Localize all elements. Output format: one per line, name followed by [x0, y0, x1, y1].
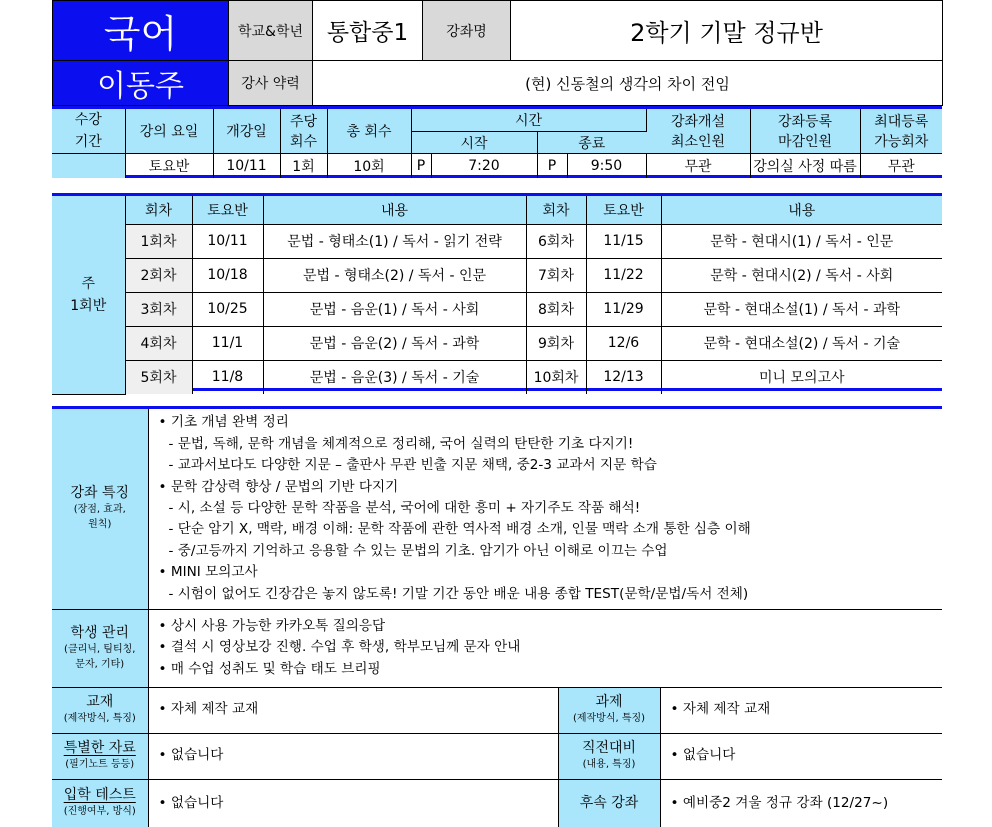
list-item: • 기초 개념 완벽 정리: [158, 414, 289, 431]
content-cell: 문법 - 음운(3) / 독서 - 기술: [263, 360, 526, 394]
content-header-2: 내용: [661, 196, 942, 224]
list-item: - 시, 소설 등 다양한 문학 작품을 분석, 국어에 대한 흥미 + 자기주도 작품 해석!: [168, 500, 641, 517]
entrance-value: • 없습니다: [148, 779, 558, 827]
time-start-header: 시작: [411, 132, 537, 154]
list-item: • 결석 시 영상보강 진행. 수업 후 학생, 학부모님께 문자 안내: [158, 639, 521, 656]
course-label: 강좌명: [423, 1, 511, 61]
total-value: 10회: [327, 154, 411, 178]
date-cell: 11/8: [192, 360, 263, 394]
day-value: 토요반: [125, 154, 213, 178]
list-item: - 단순 암기 X, 맥락, 배경 이해: 문학 작품에 관한 역사적 배경 소개, 인물 맥락 소개 통한 심층 이해: [168, 521, 751, 538]
min-header: 강좌개설 최소인원: [646, 109, 750, 154]
date-cell: 10/25: [192, 292, 263, 326]
session-header-2: 회차: [526, 196, 586, 224]
list-item: • 매 수업 성취도 및 학습 태도 브리핑: [158, 660, 381, 677]
start-date-value: 10/11: [213, 154, 280, 178]
table-row: [52, 258, 942, 292]
day-header: 강의 요일: [125, 109, 213, 154]
content-cell: 문학 - 현대시(2) / 독서 - 사회: [661, 258, 942, 292]
date-cell: 10/11: [192, 224, 263, 258]
content-cell: 문법 - 형태소(2) / 독서 - 인문: [263, 258, 526, 292]
table-row: [52, 326, 942, 360]
followup-label: 후속 강좌: [558, 779, 660, 827]
end-ampm: P: [537, 154, 567, 178]
content-cell: 문법 - 형태소(1) / 독서 - 읽기 전략: [263, 224, 526, 258]
features-label: 강좌 특징 (장점, 효과, 원칙): [52, 409, 148, 609]
session-cell: 4회차: [125, 326, 192, 360]
session-cell: 10회차: [526, 360, 586, 394]
subject-name: 국어: [53, 1, 229, 61]
content-cell: 문법 - 음운(2) / 독서 - 과학: [263, 326, 526, 360]
session-header: 회차: [125, 196, 192, 224]
session-cell: 5회차: [125, 360, 192, 394]
school-value: 통합중1: [313, 1, 423, 61]
period-table: [52, 106, 942, 178]
date-cell: 11/29: [586, 292, 661, 326]
list-item: - 중/고등까지 기억하고 응용할 수 있는 문법의 기초. 암기가 아닌 이해로 이끄는 수업: [168, 542, 668, 559]
schedule-label: 주 1회반: [52, 196, 125, 394]
career-label: 강사 약력: [229, 61, 313, 106]
date-cell: 11/22: [586, 258, 661, 292]
list-item: - 시험이 없어도 긴장감은 놓지 않도록! 기말 기간 동안 배운 내용 종합 TEST(문학/문법/독서 전체): [168, 585, 749, 602]
management-label: 학생 관리 (클리닉, 팀티칭, 문자, 기타): [52, 609, 148, 687]
content-cell: 문법 - 음운(1) / 독서 - 사회: [263, 292, 526, 326]
session-cell: 7회차: [526, 258, 586, 292]
schedule-table: [52, 193, 942, 391]
session-cell: 3회차: [125, 292, 192, 326]
followup-value: • 예비중2 겨울 정규 강좌 (12/27~): [670, 794, 889, 811]
career-value: (현) 신동철의 생각의 차이 전임: [313, 61, 943, 106]
class-header: 토요반: [192, 196, 263, 224]
content-cell: 미니 모의고사: [758, 370, 845, 387]
min-value: 무관: [646, 154, 750, 178]
session-cell: 1회차: [125, 224, 192, 258]
time-header: 시간: [411, 109, 646, 132]
header-table: [52, 0, 942, 104]
exam-prep-label: 직전대비 (내용, 특징): [558, 733, 660, 779]
date-cell: 11/15: [586, 224, 661, 258]
list-item: • MINI 모의고사: [158, 564, 258, 581]
start-date-header: 개강일: [213, 109, 280, 154]
management-content: [148, 609, 942, 687]
date-cell: 12/13: [586, 360, 661, 394]
session-cell: 8회차: [526, 292, 586, 326]
table-row: [52, 224, 942, 258]
max-value: 무관: [887, 158, 915, 175]
time-end-header: 종료: [537, 132, 646, 154]
content-cell: 문학 - 현대소설(1) / 독서 - 과학: [661, 292, 942, 326]
date-cell: 10/18: [192, 258, 263, 292]
school-label: 학교&학년: [229, 1, 313, 61]
deadline-value: 강의실 사정 따름: [750, 154, 860, 178]
session-cell: 9회차: [526, 326, 586, 360]
table-row: [52, 360, 942, 394]
homework-label: 과제 (제작방식, 특징): [558, 687, 660, 733]
end-time: 9:50: [567, 154, 646, 178]
deadline-header: 강좌등록 마감인원: [750, 109, 860, 154]
textbook-label: 교재 (제작방식, 특징): [52, 687, 148, 733]
course-title: 2학기 기말 정규반: [511, 1, 943, 61]
content-cell: 문학 - 현대소설(2) / 독서 - 기술: [661, 326, 942, 360]
session-cell: 6회차: [526, 224, 586, 258]
weekly-header: 주당 회수: [280, 109, 327, 154]
list-item: - 문법, 독해, 문학 개념을 체계적으로 정리해, 국어 실력의 탄탄한 기초 다지기!: [168, 435, 634, 452]
list-item: - 교과서보다도 다양한 지문 – 출판사 무관 빈출 지문 채택, 중2-3 교과서 지문 학습: [168, 457, 657, 474]
teacher-name: 이동주: [53, 61, 229, 106]
content-header: 내용: [263, 196, 526, 224]
special-value: • 없습니다: [148, 733, 558, 779]
table-row: [52, 292, 942, 326]
textbook-value: • 자체 제작 교재: [148, 687, 558, 733]
weekly-value: 1회: [280, 154, 327, 178]
exam-prep-value: • 없습니다: [660, 733, 942, 779]
start-time: 7:20: [431, 154, 537, 178]
total-header: 총 회수: [327, 109, 411, 154]
features-content: [148, 409, 942, 609]
homework-value: • 자체 제작 교재: [660, 687, 942, 733]
start-ampm: P: [411, 154, 431, 178]
session-cell: 2회차: [125, 258, 192, 292]
max-header: 최대등록 가능회차: [860, 109, 942, 154]
date-cell: 12/6: [586, 326, 661, 360]
special-label: 특별한 자료 (필기노트 등등): [52, 733, 148, 779]
content-cell: 문학 - 현대시(1) / 독서 - 인문: [661, 224, 942, 258]
entrance-label: 입학 테스트 (진행여부, 방식): [52, 779, 148, 827]
class-header-2: 토요반: [586, 196, 661, 224]
period-label-cont: [52, 154, 125, 178]
course-info-table: [52, 406, 942, 827]
list-item: • 상시 사용 가능한 카카오톡 질의응답: [158, 617, 386, 634]
date-cell: 11/1: [192, 326, 263, 360]
list-item: • 문학 감상력 향상 / 문법의 기반 다지기: [158, 478, 399, 495]
period-label: 수강 기간: [52, 109, 125, 154]
